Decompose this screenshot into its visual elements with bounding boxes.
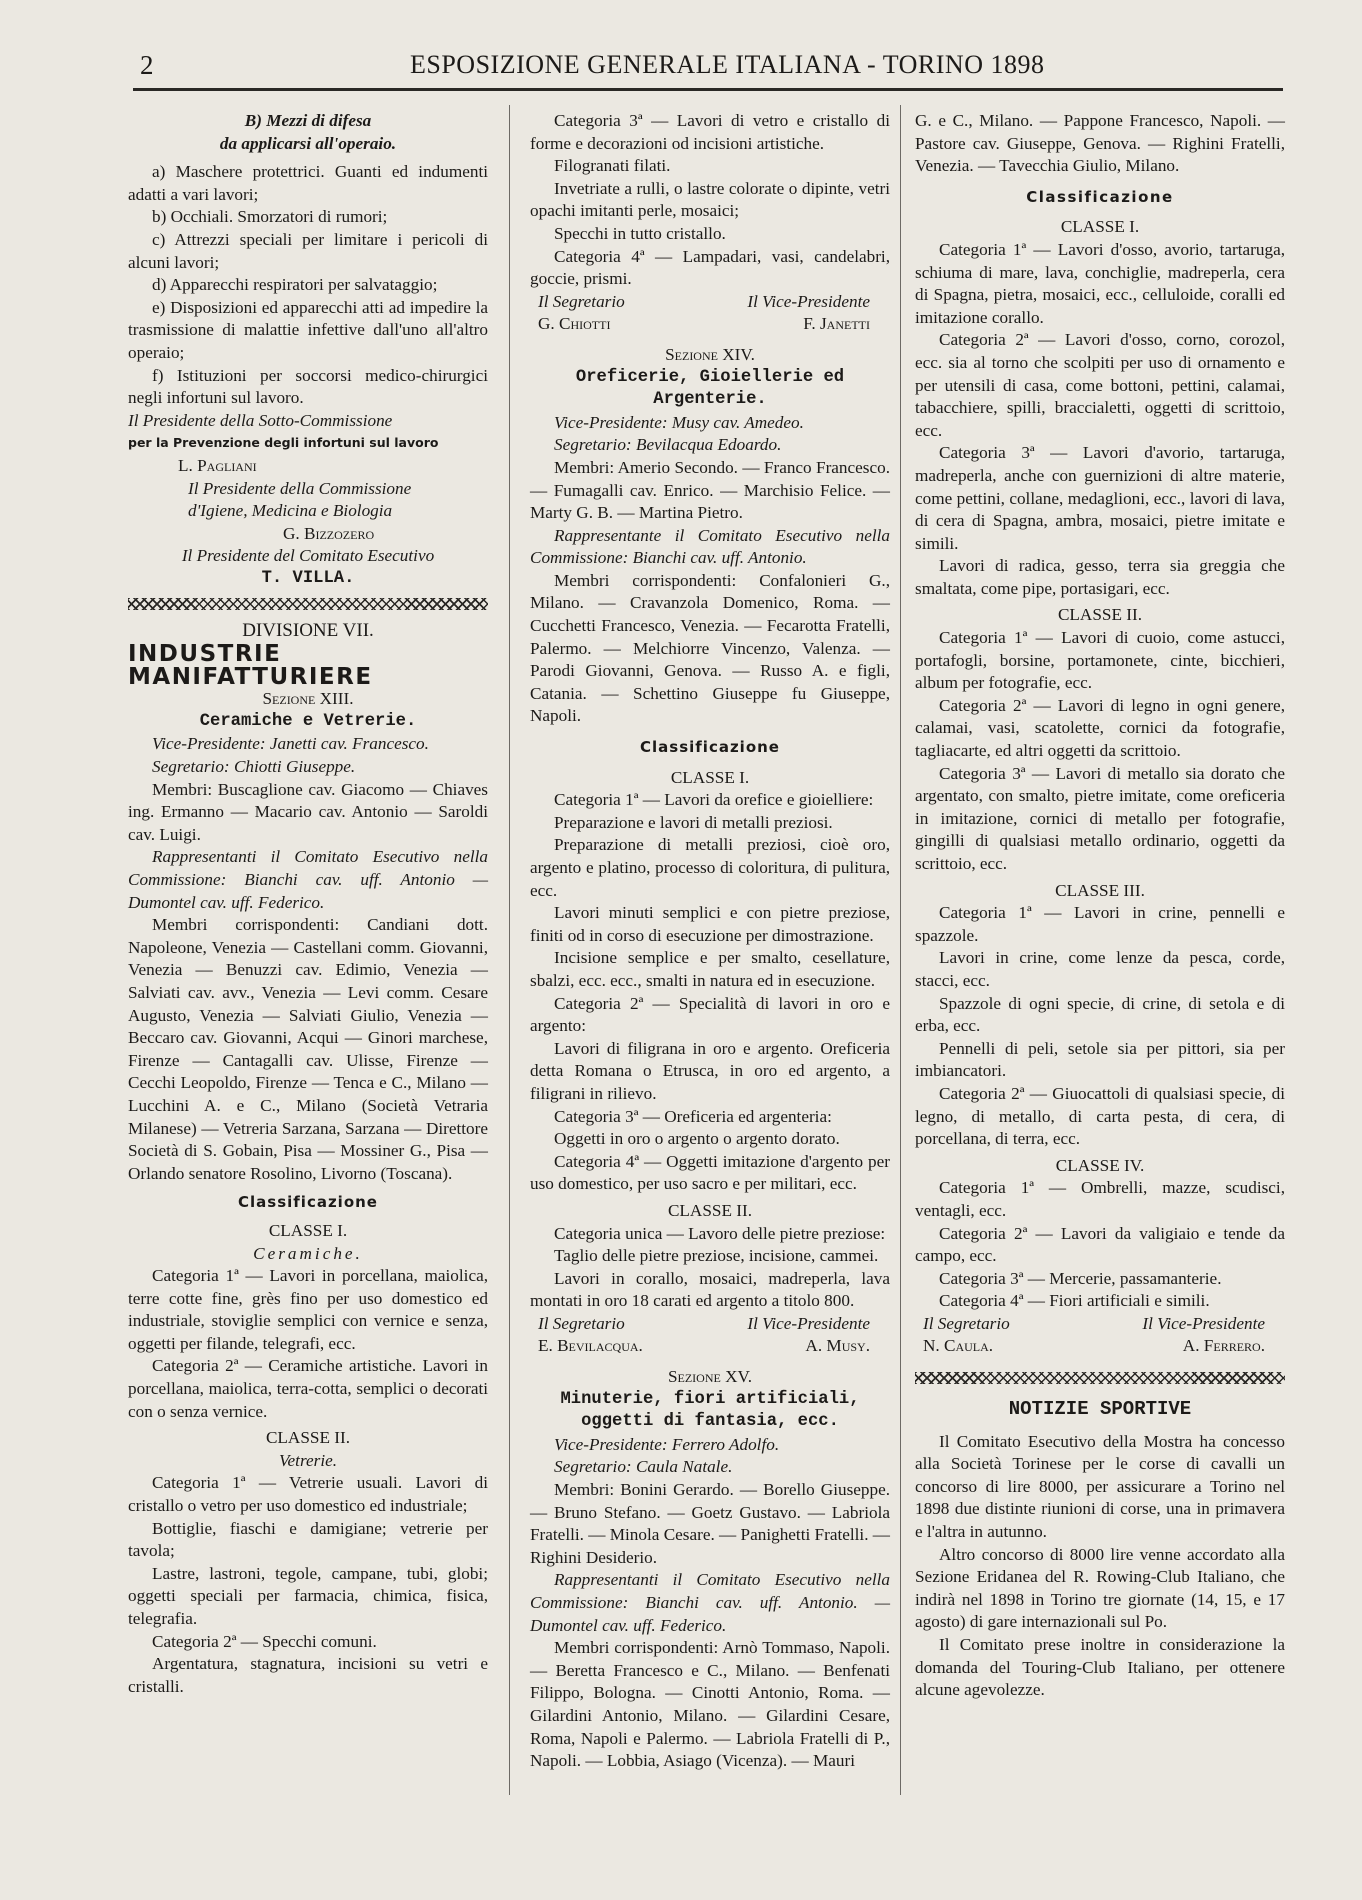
section-title: INDUSTRIE MANIFATTURIERE [128, 641, 373, 690]
paragraph: Rappresentante il Comitato Esecutivo nella Commissione: Bianchi cav. uff. Antonio. [530, 525, 890, 568]
paragraph: Membri: Buscaglione cav. Giacomo — Chiaves ing. Ermanno — Macario cav. Antonio — Saroldi cav. Luigi. [128, 779, 488, 844]
classification-heading: Classificazione [238, 1193, 378, 1212]
signature-name: N. Caula. [923, 1336, 994, 1356]
section-number: Sezione XIV. [665, 344, 755, 364]
paragraph: Categoria 3ª — Lavori d'avorio, tartaruga, madreperla, anche con guernizioni di altre materie, come pettini, collane, medaglioni, ecc., lavori di lava, di cera di Spagna, ambra, mosaici, pietre imitate e simili. [915, 443, 1285, 553]
signature-title: d'Igiene, Medicina e Biologia [188, 501, 393, 521]
signature-block [915, 1335, 1285, 1358]
paragraph: Categoria 1ª — Lavori in porcellana, maiolica, terre cotte fine, grès fino per uso domestico ed industriale, stoviglie semplici con vernice e senza, oggetti per filande, telegrafi, ecc. [128, 1266, 488, 1353]
paragraph: Membri: Bonini Gerardo. — Borello Giuseppe. — Bruno Stefano. — Goetz Gustavo. — Labriola Fratelli. — Minola Cesare. — Panighetti Fratelli. — Righini Desiderio. [530, 1480, 890, 1567]
section-name: oggetti di fantasia, ecc. [581, 1412, 839, 1432]
paragraph: b) Occhiali. Smorzatori di rumori; [152, 207, 388, 227]
paragraph: Categoria 2ª — Lavori d'osso, corno, corozol, ecc. sia al torno che scolpiti per uso di ornamento e per utensili di casa, come bottoni, pettini, calamai, tabacchiere, spilli, braccialetti, oggetti di scrittoio, ecc. [915, 330, 1285, 440]
signature-title: Il Presidente della Sotto-Commissione [128, 410, 393, 430]
signature-title: per la Prevenzione degli infortuni sul lavoro [128, 435, 439, 451]
paragraph: Segretario: Chiotti Giuseppe. [152, 757, 356, 777]
signature-title: Il Presidente del Comitato Esecutivo [181, 546, 435, 566]
paragraph: e) Disposizioni ed apparecchi atti ad impedire la trasmissione di malattie infettive dall'uno all'altro operaio; [128, 297, 488, 362]
page-number: 2 [140, 50, 154, 80]
signature-title: Il Vice-Presidente [747, 291, 870, 311]
paragraph: Categoria 1ª — Lavori d'osso, avorio, tartaruga, schiuma di mare, lava, conchiglie, madreperla, cera di Spagna, pietra, mosaici, ecc., celluloide, coralli ed imitazione corallo. [915, 239, 1285, 327]
ornamental-divider [915, 1372, 1285, 1384]
paragraph: Categoria 4ª — Lampadari, vasi, candelabri, goccie, prismi. [530, 246, 890, 289]
paragraph: Membri corrispondenti: Candiani dott. Napoleone, Venezia — Castellani comm. Giovanni, Venezia — Benuzzi cav. Edimio, Venezia — Salviati cav. avv., Venezia — Levi comm. Cesare Augusto, Venezia — Salviati Giulio, Venezia — Beccaro cav. Giovanni, Acqui — Ginori marchese, Firenze — Cantagalli cav. Ulisse, Firenze — Cecchi Leopoldo, Firenze — Tenca e C., Milano — Lucchini A. e C., Milano (Società Vetraria Milanese) — Vetreria Sarzana, Sarzana — Direttore Società di S. Gobain, Pisa — Mossiner G., Pisa — Orlando senatore Rosolino, Livorno (Toscana). [128, 915, 488, 1183]
paragraph: Preparazione e lavori di metalli preziosi. [554, 812, 833, 832]
signature-name: G. Bizzozero [283, 523, 375, 543]
paragraph: Categoria unica — Lavoro delle pietre preziose: [554, 1223, 886, 1243]
paragraph: a) Maschere protettrici. Guanti ed indumenti adatti a vari lavori; [128, 162, 488, 204]
class-heading: CLASSE II. [265, 1428, 351, 1448]
signature-block [530, 313, 890, 336]
paragraph: Il Comitato Esecutivo della Mostra ha concesso alla Società Torinese per le corse di cavalli un concorso di lire 8000, per assicurare a Torino nel 1898 due distinte riunioni di corse, una in primavera e l'altra in autunno. [915, 1431, 1285, 1542]
paragraph: Vice-Presidente: Musy cav. Amedeo. [554, 412, 804, 432]
class-heading: CLASSE III. [1055, 880, 1145, 900]
paragraph: Categoria 1ª — Lavori da orefice e gioielliere: [554, 790, 874, 810]
signature-block [915, 1313, 1285, 1336]
paragraph: Spazzole di ogni specie, di crine, di setola e di erba, ecc. [915, 993, 1285, 1036]
signature-name: G. Chiotti [538, 314, 611, 334]
paragraph: Categoria 3ª — Oreficeria ed argenteria: [554, 1106, 832, 1126]
paragraph: Categoria 4ª — Oggetti imitazione d'argento per uso domestico, per uso sacro e per militari, ecc. [530, 1151, 890, 1194]
paragraph: Filogranati filati. [554, 156, 671, 176]
paragraph: Segretario: Bevilacqua Edoardo. [554, 435, 782, 455]
signature-name: A. Musy. [805, 1336, 870, 1356]
class-heading: CLASSE I. [670, 767, 750, 787]
paragraph: Taglio delle pietre preziose, incisione, cammei. [554, 1246, 879, 1266]
paragraph: Rappresentanti il Comitato Esecutivo nella Commissione: Bianchi cav. uff. Antonio. — Dumontel cav. uff. Federico. [530, 1570, 890, 1635]
subheading: B) Mezzi di difesa [244, 111, 372, 130]
paragraph: Vice-Presidente: Janetti cav. Francesco. [152, 734, 429, 754]
paragraph: Categoria 3ª — Lavori di vetro e cristallo di forme e decorazioni od incisioni artistiche. [530, 111, 890, 153]
paragraph: Bottiglie, fiaschi e damigiane; vetrerie per tavola; [128, 1518, 488, 1561]
paragraph: Categoria 2ª — Giuocattoli di qualsiasi specie, di legno, di metallo, di carta pesta, di cera, di porcellana, di terra, ecc. [915, 1083, 1285, 1149]
section-number: Sezione XV. [667, 1367, 753, 1387]
class-heading: CLASSE I. [1060, 217, 1140, 237]
class-heading: CLASSE I. [268, 1220, 348, 1240]
signature-name: F. Janetti [803, 314, 870, 334]
paragraph: Categoria 2ª — Ceramiche artistiche. Lavori in porcellana, maiolica, terra-cotta, semplici o decorati con o senza vernice. [128, 1356, 488, 1421]
paragraph: Categoria 1ª — Ombrelli, mazze, scudisci, ventagli, ecc. [915, 1178, 1285, 1220]
signature-block [530, 1313, 890, 1336]
signature-title: Il Vice-Presidente [1142, 1313, 1265, 1333]
page-header [130, 48, 1242, 84]
paragraph: Altro concorso di 8000 lire venne accordato alla Sezione Eridanea del R. Rowing-Club Italiano, che indirà nel 1898 in Torino tre giornate (14, 15, e 17 agosto) di gare internazionali sul Po. [915, 1544, 1285, 1632]
ornamental-divider [128, 598, 488, 610]
paragraph: Pennelli di peli, setole sia per pittori, sia per imbiancatori. [915, 1038, 1285, 1081]
paragraph: Membri corrispondenti: Confalonieri G., Milano. — Cravanzola Domenico, Roma. — Cucchetti Francesco, Venezia. — Fecarotta Fratelli, Palermo. — Melchiorre Vincenzo, Valenza. — Parodi Giovanni, Genova. — Russo A. e figli, Catania. — Schettino Giuseppe fu Giuseppe, Napoli. [530, 570, 890, 726]
paragraph: Lavori in crine, come lenze da pesca, corde, stacci, ecc. [915, 948, 1285, 990]
paragraph: Argentatura, stagnatura, incisioni su vetri e cristalli. [128, 1654, 488, 1696]
paragraph: Categoria 1ª — Lavori di cuoio, come astucci, portafogli, borsine, portamonete, cinte, bicchieri, album per fotografie, ecc. [915, 628, 1285, 693]
signature-name: E. Bevilacqua. [538, 1336, 643, 1356]
paragraph: Lavori di filigrana in oro e argento. Oreficeria detta Romana o Etrusca, in oro ed argento, a filigrani in rilievo. [530, 1038, 890, 1103]
signature-title: Il Segretario [538, 291, 625, 311]
paragraph: Vice-Presidente: Ferrero Adolfo. [554, 1434, 780, 1454]
column-1 [128, 110, 488, 1698]
paragraph: Membri corrispondenti: Arnò Tommaso, Napoli. — Beretta Francesco e C., Milano. — Benfenati Filippo, Bologna. — Cinotti Antonio, Roma. — Gilardini Antonio, Milano. — Gilardini Cesare, Roma, Napoli e Palermo. — Labriola Fratelli di P., Napoli. — Lobbia, Asiago (Vicenza). — Mauri [530, 1638, 890, 1771]
paragraph: Categoria 3ª — Lavori di metallo sia dorato che argentato, con smalto, pietre imitate, come oreficeria in imitazione, cornici di metallo per fotografie, gingilli di qualsiasi metallo ordinario, oggetti da scrittoio, ecc. [915, 763, 1285, 873]
paragraph: Categoria 2ª — Lavori da valigiaio e tende da campo, ecc. [915, 1223, 1285, 1266]
column-2 [530, 110, 890, 1773]
paragraph: Categoria 1ª — Vetrerie usuali. Lavori di cristallo o vetro per uso domestico ed industriale; [128, 1473, 488, 1516]
signature-title: Il Vice-Presidente [747, 1313, 870, 1333]
paragraph: Lavori minuti semplici e con pietre preziose, finiti od in corso di esecuzione per dimostrazione. [530, 903, 890, 945]
division-heading: DIVISIONE VII. [242, 620, 374, 642]
paragraph: Categoria 3ª — Mercerie, passamanterie. [939, 1268, 1222, 1288]
signature-block [530, 291, 890, 314]
section-name: Oreficerie, Gioiellerie ed Argenterie. [575, 367, 845, 410]
paragraph: d) Apparecchi respiratori per salvataggio; [152, 275, 438, 295]
section-name: Minuterie, fiori artificiali, [560, 1389, 860, 1409]
paragraph: Lavori di radica, gesso, terra sia greggia che smaltata, come pipe, portasigari, ecc. [915, 556, 1285, 598]
paragraph: Preparazione di metalli preziosi, cioè oro, argento e platino, processo di coloritura, di pulitura, ecc. [530, 835, 890, 900]
class-subheading: Ceramiche. [253, 1243, 363, 1263]
paragraph: Categoria 2ª — Specialità di lavori in oro e argento: [530, 993, 890, 1036]
class-heading: CLASSE IV. [1055, 1155, 1145, 1175]
news-heading: NOTIZIE SPORTIVE [1008, 1398, 1192, 1421]
paragraph: Rappresentanti il Comitato Esecutivo nella Commissione: Bianchi cav. uff. Antonio — Dumontel cav. uff. Federico. [128, 847, 488, 912]
paragraph: Segretario: Caula Natale. [554, 1457, 733, 1477]
signature-title: Il Segretario [538, 1313, 625, 1333]
paragraph: Categoria 1ª — Lavori in crine, pennelli e spazzole. [915, 903, 1285, 945]
paragraph: Categoria 4ª — Fiori artificiali e simili. [939, 1291, 1210, 1311]
classification-heading: Classificazione [1026, 187, 1174, 206]
column-divider [900, 105, 901, 1795]
paragraph: Oggetti in oro o argento o argento dorato. [554, 1129, 840, 1149]
column-3 [915, 110, 1285, 1702]
subheading: da applicarsi all'operaio. [219, 133, 397, 153]
signature-title: Il Presidente della Commissione [188, 478, 412, 498]
header-rule [133, 88, 1283, 91]
paragraph: Lavori in corallo, mosaici, madreperla, lava montati in oro 18 carati ed argento a titolo 800. [530, 1268, 890, 1311]
class-heading: CLASSE II. [1057, 605, 1143, 625]
paragraph: Il Comitato prese inoltre in considerazione la domanda del Touring-Club Italiano, per ottenere alcune agevolezze. [915, 1635, 1285, 1700]
signature-title: Il Segretario [923, 1313, 1010, 1333]
paragraph: Invetriate a rulli, o lastre colorate o dipinte, vetri opachi imitanti perle, mosaici; [530, 178, 890, 221]
running-title: ESPOSIZIONE GENERALE ITALIANA - TORINO 1898 [410, 50, 1045, 79]
signature-name: A. Ferrero. [1182, 1336, 1265, 1356]
paragraph: Incisione semplice e per smalto, cesellature, sbalzi, ecc. ecc., smalti in natura ed in esecuzione. [530, 948, 890, 990]
paragraph: Categoria 2ª — Lavori di legno in ogni genere, calamai, vasi, scatolette, cornici da fotografie, tagliacarte, ed altri oggetti da scrittoio. [915, 695, 1285, 761]
signature-block [530, 1335, 890, 1358]
class-subheading: Vetrerie. [278, 1450, 338, 1470]
paragraph: Specchi in tutto cristallo. [554, 223, 726, 243]
paragraph: c) Attrezzi speciali per limitare i pericoli di alcuni lavori; [128, 229, 488, 272]
class-heading: CLASSE II. [667, 1200, 753, 1220]
signature-name: T. VILLA. [261, 568, 355, 588]
paragraph: f) Istituzioni per soccorsi medico-chirurgici negli infortuni sul lavoro. [128, 365, 488, 408]
paragraph: Membri: Amerio Secondo. — Franco Francesco. — Fumagalli cav. Enrico. — Marchisio Felice. — Marty G. B. — Martina Pietro. [530, 457, 890, 523]
classification-heading: Classificazione [640, 738, 780, 757]
section-name: Ceramiche e Vetrerie. [199, 711, 417, 731]
section-number: Sezione XIII. [262, 689, 354, 709]
paragraph: Lastre, lastroni, tegole, campane, tubi, globi; oggetti speciali per farmacia, chimica, fisica, telegrafia. [128, 1563, 488, 1628]
column-divider [509, 105, 510, 1795]
signature-name: L. Pagliani [178, 455, 257, 475]
paragraph: Categoria 2ª — Specchi comuni. [152, 1631, 377, 1651]
paragraph: G. e C., Milano. — Pappone Francesco, Napoli. — Pastore cav. Giuseppe, Genova. — Righini Fratelli, Venezia. — Tavecchia Giulio, Milano. [915, 111, 1285, 176]
